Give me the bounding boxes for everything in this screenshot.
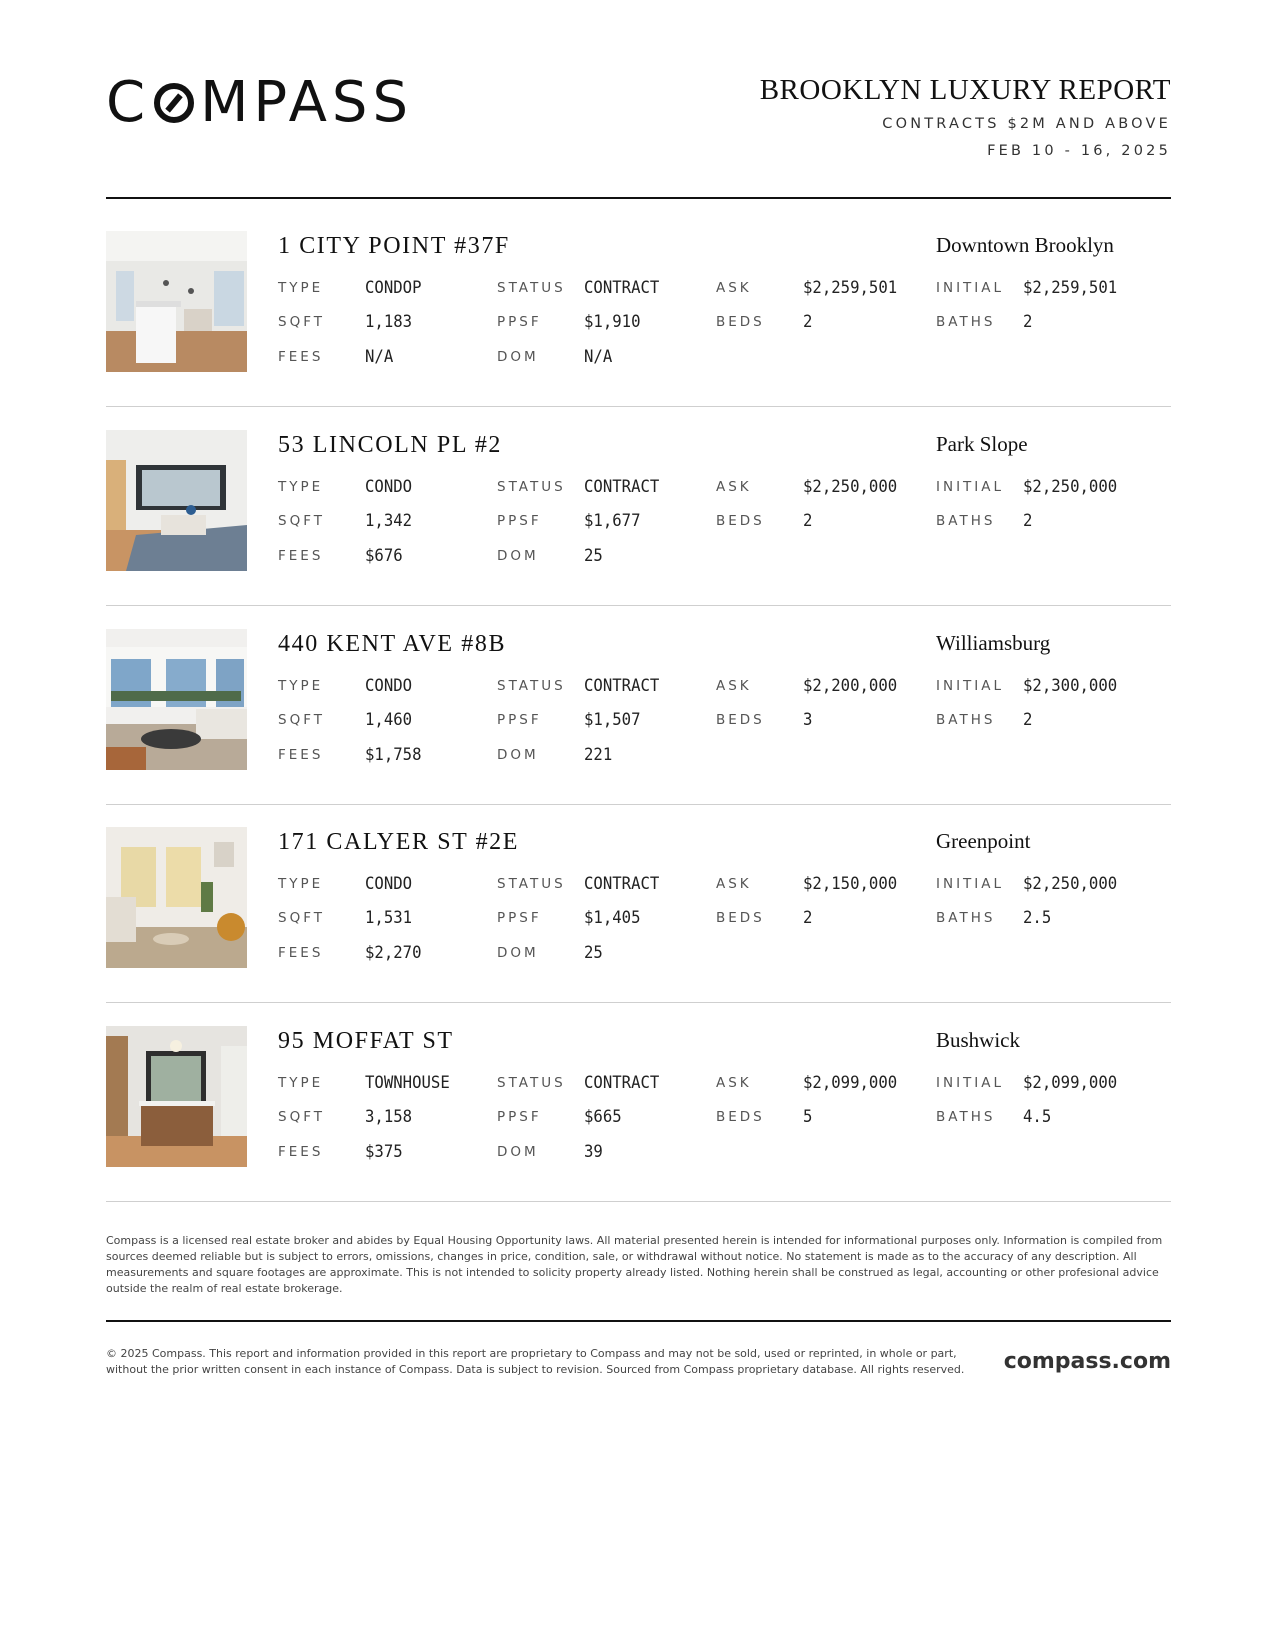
beds-value: 5 xyxy=(803,1107,813,1127)
dom-value: 221 xyxy=(584,745,613,765)
ask-label: ASK xyxy=(716,280,752,296)
status-value: CONTRACT xyxy=(584,1073,660,1093)
report-title: BROOKLYN LUXURY REPORT xyxy=(759,74,1171,106)
compass-o-icon xyxy=(154,83,194,123)
header-divider xyxy=(106,197,1171,199)
beds-label: BEDS xyxy=(716,1109,765,1125)
status-value: CONTRACT xyxy=(584,676,660,696)
beds-label: BEDS xyxy=(716,314,765,330)
listing-divider xyxy=(106,406,1171,407)
ppsf-label: PPSF xyxy=(497,314,542,330)
dom-value: 39 xyxy=(584,1142,603,1162)
legal-disclaimer: Compass is a licensed real estate broker and abides by Equal Housing Opportunity laws. All material presented herein is intended for informational purposes only. Information is compiled from sources deemed reliable but is subject to errors, omissions, changes in price, condition, sale, or withdrawal without notice. No statement is made as to the accuracy of any description. All measurements and square footages are approximate. This is not intended to solicity property already listed. Nothing herein shall be construed as legal, accounting or other profesional advice outside the realm of real estate brokerage. xyxy=(106,1234,1163,1295)
fees-value: N/A xyxy=(365,347,394,367)
listing-item xyxy=(106,430,1171,629)
type-label: TYPE xyxy=(278,280,324,296)
listing-address: 95 MOFFAT ST xyxy=(278,1028,454,1054)
listing-address: 53 LINCOLN PL #2 xyxy=(278,432,503,458)
type-value: TOWNHOUSE xyxy=(365,1073,450,1093)
listing-item xyxy=(106,827,1171,1026)
report-date-range: FEB 10 - 16, 2025 xyxy=(987,143,1171,159)
ppsf-value: $1,910 xyxy=(584,312,641,332)
website-link[interactable]: compass.com xyxy=(1003,1349,1171,1374)
ask-label: ASK xyxy=(716,876,752,892)
beds-label: BEDS xyxy=(716,910,765,926)
dom-value: 25 xyxy=(584,943,603,963)
initial-label: INITIAL xyxy=(936,876,1005,892)
fees-value: $1,758 xyxy=(365,745,422,765)
listing-item xyxy=(106,629,1171,828)
baths-value: 2 xyxy=(1023,511,1033,531)
ppsf-value: $665 xyxy=(584,1107,622,1127)
sqft-label: SQFT xyxy=(278,513,325,529)
ask-label: ASK xyxy=(716,678,752,694)
sqft-value: 1,531 xyxy=(365,908,413,928)
dom-label: DOM xyxy=(497,1144,539,1160)
dom-label: DOM xyxy=(497,945,539,961)
status-label: STATUS xyxy=(497,1075,566,1091)
ppsf-value: $1,677 xyxy=(584,511,641,531)
dom-label: DOM xyxy=(497,349,539,365)
listing-neighborhood: Bushwick xyxy=(936,1028,1020,1052)
fees-label: FEES xyxy=(278,747,324,763)
sqft-value: 3,158 xyxy=(365,1107,413,1127)
fees-label: FEES xyxy=(278,349,324,365)
type-label: TYPE xyxy=(278,1075,324,1091)
sqft-label: SQFT xyxy=(278,910,325,926)
baths-label: BATHS xyxy=(936,910,996,926)
sqft-label: SQFT xyxy=(278,1109,325,1125)
status-value: CONTRACT xyxy=(584,874,660,894)
type-value: CONDOP xyxy=(365,278,422,298)
baths-value: 2 xyxy=(1023,312,1033,332)
compass-logo: C MPASS xyxy=(106,70,414,135)
copyright-notice: © 2025 Compass. This report and information provided in this report are proprietary to Compass and may not be sold, used or reprinted, in whole or part, without the prior written consent in each instance of Compass. Data is subject to revision. Sourced from Compass proprietary database. All rights reserved. xyxy=(106,1347,965,1376)
footer-divider xyxy=(106,1320,1171,1322)
ask-label: ASK xyxy=(716,1075,752,1091)
beds-label: BEDS xyxy=(716,513,765,529)
initial-value: $2,300,000 xyxy=(1023,676,1118,696)
ppsf-label: PPSF xyxy=(497,1109,542,1125)
beds-label: BEDS xyxy=(716,712,765,728)
listing-divider xyxy=(106,1201,1171,1202)
ppsf-value: $1,507 xyxy=(584,710,641,730)
listing-neighborhood: Williamsburg xyxy=(936,631,1051,655)
fees-value: $375 xyxy=(365,1142,403,1162)
baths-value: 2.5 xyxy=(1023,908,1052,928)
kitchen-island-photo xyxy=(106,1026,247,1167)
type-value: CONDO xyxy=(365,874,413,894)
baths-label: BATHS xyxy=(936,712,996,728)
living-room-photo xyxy=(106,430,247,571)
dom-value: 25 xyxy=(584,546,603,566)
ask-value: $2,150,000 xyxy=(803,874,898,894)
status-value: CONTRACT xyxy=(584,278,660,298)
beds-value: 3 xyxy=(803,710,813,730)
ppsf-label: PPSF xyxy=(497,712,542,728)
type-label: TYPE xyxy=(278,678,324,694)
initial-label: INITIAL xyxy=(936,678,1005,694)
status-label: STATUS xyxy=(497,678,566,694)
initial-value: $2,250,000 xyxy=(1023,477,1118,497)
baths-label: BATHS xyxy=(936,1109,996,1125)
listing-address: 440 KENT AVE #8B xyxy=(278,631,507,657)
sqft-label: SQFT xyxy=(278,314,325,330)
initial-value: $2,250,000 xyxy=(1023,874,1118,894)
dom-value: N/A xyxy=(584,347,613,367)
baths-label: BATHS xyxy=(936,513,996,529)
listing-item xyxy=(106,1026,1171,1225)
fees-value: $676 xyxy=(365,546,403,566)
baths-value: 2 xyxy=(1023,710,1033,730)
initial-value: $2,259,501 xyxy=(1023,278,1118,298)
initial-value: $2,099,000 xyxy=(1023,1073,1118,1093)
type-value: CONDO xyxy=(365,477,413,497)
fees-label: FEES xyxy=(278,1144,324,1160)
ppsf-label: PPSF xyxy=(497,910,542,926)
status-value: CONTRACT xyxy=(584,477,660,497)
listing-address: 171 CALYER ST #2E xyxy=(278,829,520,855)
listing-divider xyxy=(106,1002,1171,1003)
fees-label: FEES xyxy=(278,945,324,961)
bright-living-room-photo xyxy=(106,827,247,968)
listing-divider xyxy=(106,605,1171,606)
type-label: TYPE xyxy=(278,876,324,892)
listing-address: 1 CITY POINT #37F xyxy=(278,233,510,259)
listing-item xyxy=(106,231,1171,430)
ask-value: $2,250,000 xyxy=(803,477,898,497)
report-subtitle: CONTRACTS $2M AND ABOVE xyxy=(882,116,1171,132)
initial-label: INITIAL xyxy=(936,280,1005,296)
sqft-label: SQFT xyxy=(278,712,325,728)
type-label: TYPE xyxy=(278,479,324,495)
initial-label: INITIAL xyxy=(936,1075,1005,1091)
listing-divider xyxy=(106,804,1171,805)
type-value: CONDO xyxy=(365,676,413,696)
beds-value: 2 xyxy=(803,908,813,928)
ppsf-value: $1,405 xyxy=(584,908,641,928)
fees-value: $2,270 xyxy=(365,943,422,963)
sqft-value: 1,342 xyxy=(365,511,413,531)
kitchen-interior-photo xyxy=(106,231,247,372)
beds-value: 2 xyxy=(803,312,813,332)
status-label: STATUS xyxy=(497,479,566,495)
ask-value: $2,259,501 xyxy=(803,278,898,298)
dom-label: DOM xyxy=(497,747,539,763)
listing-neighborhood: Park Slope xyxy=(936,432,1028,456)
fees-label: FEES xyxy=(278,548,324,564)
river-view-living-room-photo xyxy=(106,629,247,770)
status-label: STATUS xyxy=(497,280,566,296)
ask-value: $2,099,000 xyxy=(803,1073,898,1093)
ppsf-label: PPSF xyxy=(497,513,542,529)
status-label: STATUS xyxy=(497,876,566,892)
sqft-value: 1,460 xyxy=(365,710,413,730)
beds-value: 2 xyxy=(803,511,813,531)
initial-label: INITIAL xyxy=(936,479,1005,495)
baths-value: 4.5 xyxy=(1023,1107,1052,1127)
sqft-value: 1,183 xyxy=(365,312,413,332)
ask-label: ASK xyxy=(716,479,752,495)
ask-value: $2,200,000 xyxy=(803,676,898,696)
listing-neighborhood: Greenpoint xyxy=(936,829,1031,853)
dom-label: DOM xyxy=(497,548,539,564)
baths-label: BATHS xyxy=(936,314,996,330)
listing-neighborhood: Downtown Brooklyn xyxy=(936,233,1114,257)
